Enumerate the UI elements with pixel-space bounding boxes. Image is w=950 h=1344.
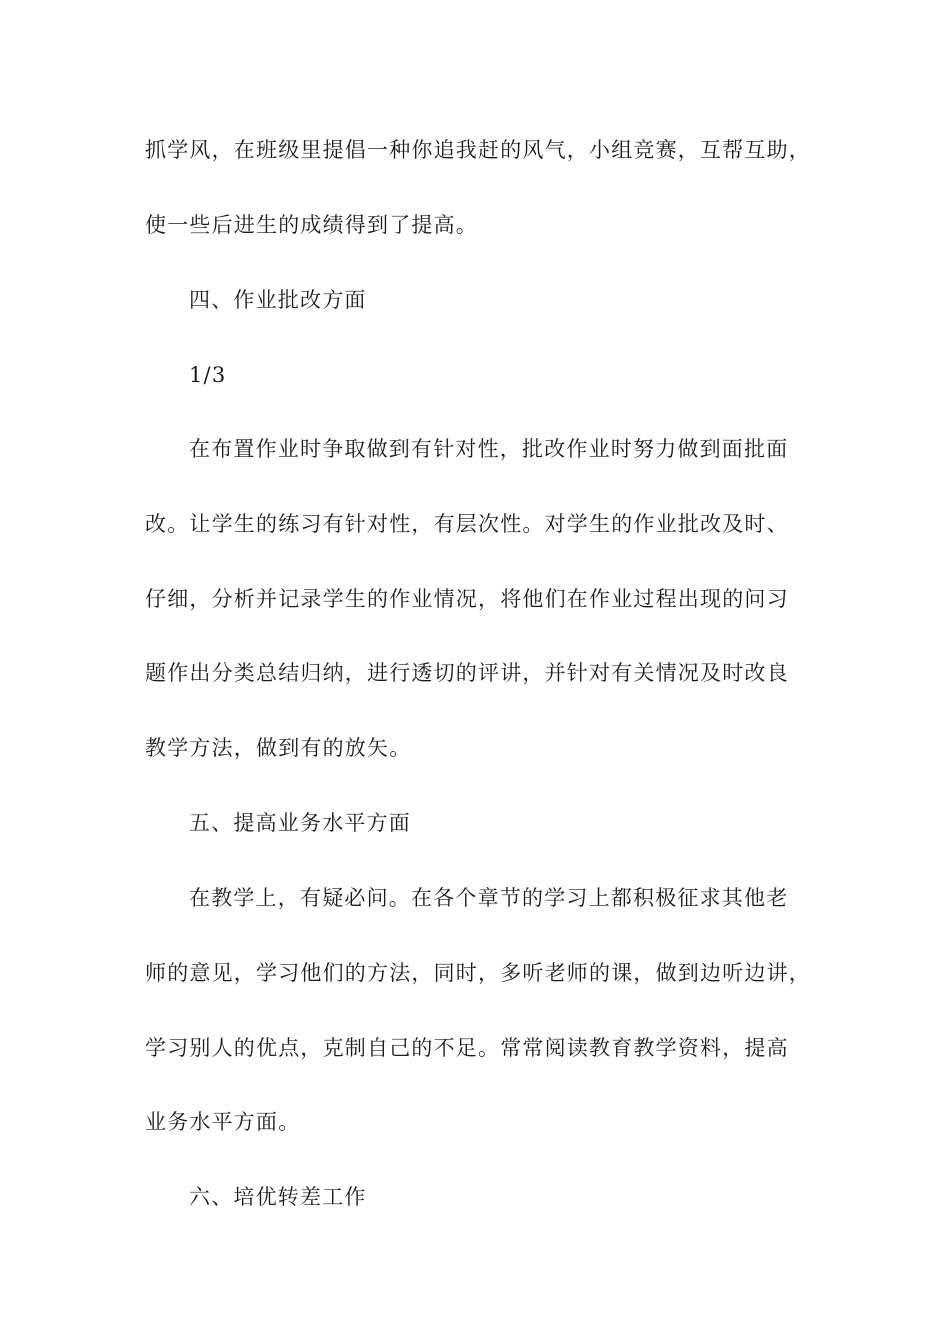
paragraph-line: 教学方法，做到有的放矢。 bbox=[145, 736, 412, 760]
paragraph-line: 在教学上，有疑必问。在各个章节的学习上都积极征求其他老 bbox=[189, 886, 789, 910]
paragraph-line: 学习别人的优点，克制自己的不足。常常阅读教育教学资料，提高 bbox=[145, 1036, 789, 1060]
paragraph-line: 仔细，分析并记录学生的作业情况，将他们在作业过程出现的问习 bbox=[145, 587, 789, 611]
paragraph-line: 改。让学生的练习有针对性，有层次性。对学生的作业批改及时、 bbox=[145, 512, 789, 536]
page-number: 1/3 bbox=[189, 363, 227, 387]
paragraph-line: 师的意见，学习他们的方法，同时，多听老师的课，做到边听边讲， bbox=[145, 961, 811, 985]
paragraph-line: 抓学风，在班级里提倡一种你追我赶的风气，小组竞赛，互帮互助， bbox=[145, 138, 811, 162]
paragraph-line: 题作出分类总结归纳，进行透切的评讲，并针对有关情况及时改良 bbox=[145, 661, 789, 685]
paragraph-line: 业务水平方面。 bbox=[145, 1110, 301, 1134]
paragraph-line: 在布置作业时争取做到有针对性，批改作业时努力做到面批面 bbox=[189, 437, 789, 461]
paragraph-line: 使一些后进生的成绩得到了提高。 bbox=[145, 213, 478, 237]
section-heading: 四、作业批改方面 bbox=[189, 288, 367, 312]
section-heading: 五、提高业务水平方面 bbox=[189, 811, 411, 835]
section-heading: 六、培优转差工作 bbox=[189, 1185, 367, 1209]
